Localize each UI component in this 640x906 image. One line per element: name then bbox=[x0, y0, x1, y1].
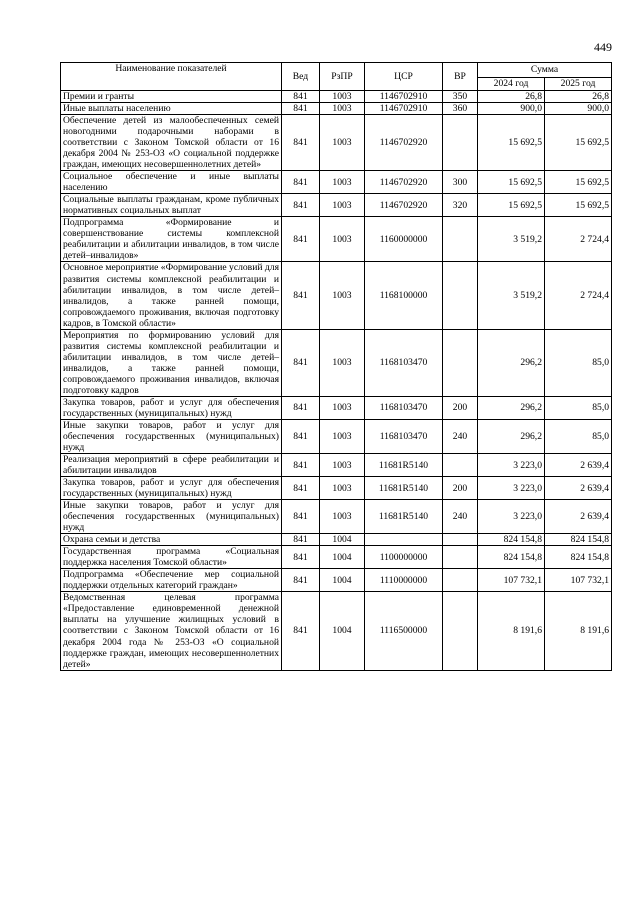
cell-ved: 841 bbox=[282, 534, 320, 546]
table-row bbox=[61, 396, 612, 419]
cell-csr: 1146702910 bbox=[365, 91, 443, 103]
cell-rzpr: 1004 bbox=[320, 534, 365, 546]
cell-ved: 841 bbox=[282, 103, 320, 115]
cell-2024: 15 692,5 bbox=[478, 171, 545, 194]
cell-rzpr: 1003 bbox=[320, 217, 365, 262]
cell-name: Иные закупки товаров, работ и услуг для обеспечения государственных (муниципальных) нужд bbox=[61, 500, 282, 534]
cell-2025: 2 639,4 bbox=[545, 500, 612, 534]
cell-2025: 15 692,5 bbox=[545, 194, 612, 217]
cell-2024: 3 519,2 bbox=[478, 262, 545, 329]
table-row bbox=[61, 569, 612, 592]
cell-vr bbox=[443, 217, 478, 262]
cell-csr: 1168100000 bbox=[365, 262, 443, 329]
cell-2025: 15 692,5 bbox=[545, 115, 612, 171]
cell-rzpr: 1004 bbox=[320, 592, 365, 670]
cell-csr: 1146702910 bbox=[365, 103, 443, 115]
cell-ved: 841 bbox=[282, 217, 320, 262]
cell-vr bbox=[443, 534, 478, 546]
cell-ved: 841 bbox=[282, 500, 320, 534]
header-vr: ВР bbox=[443, 63, 478, 91]
cell-rzpr: 1003 bbox=[320, 454, 365, 477]
table-row bbox=[61, 546, 612, 569]
cell-name: Охрана семьи и детства bbox=[61, 534, 282, 546]
cell-ved: 841 bbox=[282, 329, 320, 396]
cell-name: Иные выплаты населению bbox=[61, 103, 282, 115]
cell-2025: 824 154,8 bbox=[545, 534, 612, 546]
table-row bbox=[61, 477, 612, 500]
cell-name: Закупка товаров, работ и услуг для обеспечения государственных (муниципальных) нужд bbox=[61, 477, 282, 500]
cell-2025: 26,8 bbox=[545, 91, 612, 103]
cell-csr: 1100000000 bbox=[365, 546, 443, 569]
cell-csr bbox=[365, 534, 443, 546]
table-row bbox=[61, 329, 612, 396]
cell-ved: 841 bbox=[282, 115, 320, 171]
cell-csr: 1168103470 bbox=[365, 329, 443, 396]
cell-2024: 824 154,8 bbox=[478, 534, 545, 546]
cell-ved: 841 bbox=[282, 91, 320, 103]
cell-2024: 26,8 bbox=[478, 91, 545, 103]
cell-name: Основное мероприятие «Формирование условий для развития системы комплексной реабилитации и абилитации инвалидов, в том числе детей–инвалидов, а также ранней помощи, сопровождаемого проживания, включая подготовку кадров, в Томской области» bbox=[61, 262, 282, 329]
cell-csr: 11681R5140 bbox=[365, 454, 443, 477]
cell-2025: 85,0 bbox=[545, 419, 612, 453]
cell-vr: 360 bbox=[443, 103, 478, 115]
cell-rzpr: 1003 bbox=[320, 194, 365, 217]
cell-vr: 350 bbox=[443, 91, 478, 103]
cell-rzpr: 1004 bbox=[320, 546, 365, 569]
header-row bbox=[61, 63, 612, 78]
cell-vr: 300 bbox=[443, 171, 478, 194]
cell-2025: 15 692,5 bbox=[545, 171, 612, 194]
cell-ved: 841 bbox=[282, 592, 320, 670]
cell-vr: 200 bbox=[443, 477, 478, 500]
cell-2025: 2 639,4 bbox=[545, 454, 612, 477]
cell-vr bbox=[443, 329, 478, 396]
table-row bbox=[61, 454, 612, 477]
cell-name: Подпрограмма «Обеспечение мер социальной поддержки отдельных категорий граждан» bbox=[61, 569, 282, 592]
table-row bbox=[61, 217, 612, 262]
cell-csr: 1160000000 bbox=[365, 217, 443, 262]
cell-2024: 296,2 bbox=[478, 329, 545, 396]
cell-ved: 841 bbox=[282, 171, 320, 194]
cell-2024: 3 519,2 bbox=[478, 217, 545, 262]
cell-name: Подпрограмма «Формирование и совершенствование системы комплексной реабилитации и абилитации инвалидов, в том числе детей–инвалидов» bbox=[61, 217, 282, 262]
table-row bbox=[61, 262, 612, 329]
cell-name: Государственная программа «Социальная поддержка населения Томской области» bbox=[61, 546, 282, 569]
table-row bbox=[61, 194, 612, 217]
table-row bbox=[61, 500, 612, 534]
cell-2025: 824 154,8 bbox=[545, 546, 612, 569]
cell-ved: 841 bbox=[282, 569, 320, 592]
cell-csr: 1146702920 bbox=[365, 171, 443, 194]
cell-name: Ведомственная целевая программа «Предоставление единовременной денежной выплаты на улучшение жилищных условий в соответствии с Законом Томской области от 16 декабря 2004 года № 253-ОЗ «О социальной поддержке граждан, имеющих несовершеннолетних детей» bbox=[61, 592, 282, 670]
cell-name: Социальные выплаты гражданам, кроме публичных нормативных социальных выплат bbox=[61, 194, 282, 217]
cell-2024: 3 223,0 bbox=[478, 500, 545, 534]
cell-2025: 2 639,4 bbox=[545, 477, 612, 500]
cell-name: Реализация мероприятий в сфере реабилитации и абилитации инвалидов bbox=[61, 454, 282, 477]
table-body bbox=[61, 91, 612, 671]
cell-2024: 8 191,6 bbox=[478, 592, 545, 670]
cell-2025: 107 732,1 bbox=[545, 569, 612, 592]
table-row bbox=[61, 91, 612, 103]
cell-name: Обеспечение детей из малообеспеченных семей новогодними подарочными наборами в соответствии с Законом Томской области от 16 декабря 2004 № 253-ОЗ «О социальной поддержке граждан, имеющих несовершеннолетних детей» bbox=[61, 115, 282, 171]
cell-ved: 841 bbox=[282, 546, 320, 569]
cell-rzpr: 1004 bbox=[320, 569, 365, 592]
cell-ved: 841 bbox=[282, 194, 320, 217]
cell-rzpr: 1003 bbox=[320, 262, 365, 329]
cell-2025: 85,0 bbox=[545, 396, 612, 419]
cell-ved: 841 bbox=[282, 419, 320, 453]
header-2025: 2025 год bbox=[545, 78, 612, 91]
cell-2025: 85,0 bbox=[545, 329, 612, 396]
header-rzpr: РзПР bbox=[320, 63, 365, 91]
cell-name: Иные закупки товаров, работ и услуг для обеспечения государственных (муниципальных) нужд bbox=[61, 419, 282, 453]
header-name: Наименование показателей bbox=[61, 63, 282, 91]
cell-2025: 900,0 bbox=[545, 103, 612, 115]
cell-csr: 1146702920 bbox=[365, 115, 443, 171]
cell-ved: 841 bbox=[282, 454, 320, 477]
cell-vr bbox=[443, 115, 478, 171]
header-sum: Сумма bbox=[478, 63, 612, 78]
cell-rzpr: 1003 bbox=[320, 171, 365, 194]
cell-2024: 15 692,5 bbox=[478, 115, 545, 171]
cell-rzpr: 1003 bbox=[320, 91, 365, 103]
cell-csr: 1168103470 bbox=[365, 419, 443, 453]
table-row bbox=[61, 171, 612, 194]
cell-ved: 841 bbox=[282, 477, 320, 500]
cell-rzpr: 1003 bbox=[320, 477, 365, 500]
table-row bbox=[61, 592, 612, 670]
cell-2024: 824 154,8 bbox=[478, 546, 545, 569]
cell-2025: 8 191,6 bbox=[545, 592, 612, 670]
page-number: 449 bbox=[594, 40, 612, 54]
cell-csr: 1110000000 bbox=[365, 569, 443, 592]
cell-name: Премии и гранты bbox=[61, 91, 282, 103]
cell-rzpr: 1003 bbox=[320, 103, 365, 115]
cell-vr: 240 bbox=[443, 500, 478, 534]
cell-ved: 841 bbox=[282, 262, 320, 329]
cell-2025: 2 724,4 bbox=[545, 262, 612, 329]
cell-vr bbox=[443, 569, 478, 592]
header-csr: ЦСР bbox=[365, 63, 443, 91]
cell-csr: 1168103470 bbox=[365, 396, 443, 419]
header-ved: Вед bbox=[282, 63, 320, 91]
cell-2024: 900,0 bbox=[478, 103, 545, 115]
cell-rzpr: 1003 bbox=[320, 500, 365, 534]
cell-2024: 15 692,5 bbox=[478, 194, 545, 217]
cell-vr bbox=[443, 454, 478, 477]
cell-2025: 2 724,4 bbox=[545, 217, 612, 262]
cell-rzpr: 1003 bbox=[320, 419, 365, 453]
cell-2024: 296,2 bbox=[478, 396, 545, 419]
cell-name: Социальное обеспечение и иные выплаты населению bbox=[61, 171, 282, 194]
cell-vr: 240 bbox=[443, 419, 478, 453]
budget-table bbox=[60, 62, 612, 671]
cell-vr bbox=[443, 546, 478, 569]
cell-name: Мероприятия по формированию условий для развития системы комплексной реабилитации и абилитации инвалидов, в том числе детей–инвалидов, а также ранней помощи, сопровождаемого проживания инвалидов, включая подготовку кадров bbox=[61, 329, 282, 396]
cell-csr: 1116500000 bbox=[365, 592, 443, 670]
cell-vr: 320 bbox=[443, 194, 478, 217]
cell-rzpr: 1003 bbox=[320, 115, 365, 171]
table-row bbox=[61, 115, 612, 171]
table-row bbox=[61, 534, 612, 546]
cell-name: Закупка товаров, работ и услуг для обеспечения государственных (муниципальных) нужд bbox=[61, 396, 282, 419]
table-row bbox=[61, 419, 612, 453]
cell-2024: 296,2 bbox=[478, 419, 545, 453]
cell-csr: 11681R5140 bbox=[365, 500, 443, 534]
cell-rzpr: 1003 bbox=[320, 329, 365, 396]
cell-vr: 200 bbox=[443, 396, 478, 419]
cell-rzpr: 1003 bbox=[320, 396, 365, 419]
cell-vr bbox=[443, 262, 478, 329]
cell-vr bbox=[443, 592, 478, 670]
table-row bbox=[61, 103, 612, 115]
cell-2024: 3 223,0 bbox=[478, 454, 545, 477]
cell-csr: 1146702920 bbox=[365, 194, 443, 217]
cell-2024: 107 732,1 bbox=[478, 569, 545, 592]
cell-csr: 11681R5140 bbox=[365, 477, 443, 500]
cell-2024: 3 223,0 bbox=[478, 477, 545, 500]
cell-ved: 841 bbox=[282, 396, 320, 419]
header-2024: 2024 год bbox=[478, 78, 545, 91]
